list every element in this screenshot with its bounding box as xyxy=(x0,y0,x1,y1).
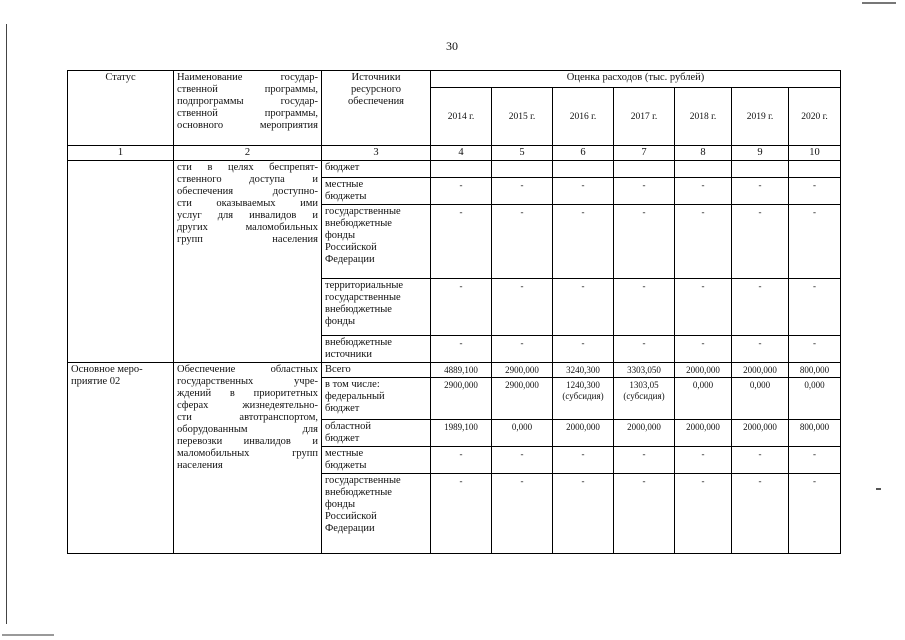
value-text: 2000,000 xyxy=(743,422,777,432)
header-estimate: Оценка расходов (тыс. рублей) xyxy=(431,71,841,88)
value-cell xyxy=(492,336,553,363)
value-cell xyxy=(431,474,492,554)
header-row-1 xyxy=(68,71,841,88)
program-name-cell: сти в целях беспрепят- ственного доступа и обеспечения доступно- сти оказываемых ими услуг для инвалидов и других маломобильных групп населения xyxy=(174,161,322,363)
status-cell xyxy=(68,161,174,363)
header-year: 2016 г. xyxy=(553,88,614,146)
value-cell xyxy=(675,161,732,178)
value-cell xyxy=(675,363,732,378)
value-text: 800,000 xyxy=(799,365,830,375)
value-text: - xyxy=(459,180,463,190)
value-text: - xyxy=(581,281,585,291)
value-cell xyxy=(553,378,614,420)
value-cell xyxy=(675,474,732,554)
value-text: - xyxy=(520,180,524,190)
header-year: 2017 г. xyxy=(614,88,675,146)
source-cell: государственные внебюджетные фонды Российской Федерации xyxy=(322,205,431,279)
value-text: - xyxy=(813,449,816,459)
value-cell xyxy=(431,279,492,336)
value-text: - xyxy=(459,449,463,459)
scan-edge-left xyxy=(6,24,7,624)
value-text: 2900,000 xyxy=(444,380,478,390)
value-cell xyxy=(789,420,841,447)
value-text: - xyxy=(581,180,585,190)
column-number: 7 xyxy=(614,146,675,161)
value-cell xyxy=(732,205,789,279)
value-text: - xyxy=(642,180,646,190)
value-text: - xyxy=(813,476,816,486)
header-name: Наименование государ- ственной программы, подпрограммы государ- ственной программы, основного мероприятия xyxy=(174,71,322,146)
value-cell xyxy=(732,336,789,363)
header-status: Статус xyxy=(68,71,174,146)
value-cell xyxy=(732,447,789,474)
value-cell xyxy=(614,420,675,447)
value-cell xyxy=(431,161,492,178)
value-note: (субсидия) xyxy=(562,391,604,401)
value-text: 2000,000 xyxy=(566,422,600,432)
value-text: 800,000 xyxy=(799,422,830,432)
value-cell xyxy=(431,178,492,205)
source-cell: областной бюджет xyxy=(322,420,431,447)
value-text: 0,000 xyxy=(749,380,771,390)
value-cell xyxy=(614,279,675,336)
source-cell: местные бюджеты xyxy=(322,178,431,205)
column-number: 2 xyxy=(174,146,322,161)
value-cell xyxy=(431,205,492,279)
value-text: - xyxy=(758,476,762,486)
value-text: - xyxy=(758,449,762,459)
source-cell: Всего xyxy=(322,363,431,378)
value-cell xyxy=(431,378,492,420)
value-text: 1989,100 xyxy=(444,422,478,432)
value-text: 2900,000 xyxy=(505,365,539,375)
column-number: 1 xyxy=(68,146,174,161)
value-cell xyxy=(614,178,675,205)
value-text: - xyxy=(581,449,585,459)
value-cell xyxy=(789,447,841,474)
table-row xyxy=(68,161,841,178)
value-text: - xyxy=(520,207,524,217)
column-number: 4 xyxy=(431,146,492,161)
value-cell xyxy=(492,178,553,205)
value-cell xyxy=(431,420,492,447)
value-cell xyxy=(789,474,841,554)
value-cell xyxy=(789,205,841,279)
column-number: 5 xyxy=(492,146,553,161)
page-number: 30 xyxy=(446,39,458,53)
scan-speck xyxy=(876,488,881,490)
value-text: 1303,05 xyxy=(629,380,659,390)
value-text: - xyxy=(758,180,762,190)
value-cell xyxy=(492,279,553,336)
source-cell: территориальные государственные внебюджетные фонды xyxy=(322,279,431,336)
value-cell xyxy=(553,447,614,474)
value-cell xyxy=(789,336,841,363)
column-number: 3 xyxy=(322,146,431,161)
value-text: 2000,000 xyxy=(686,422,720,432)
value-cell xyxy=(789,279,841,336)
value-text: - xyxy=(459,338,463,348)
header-sources: Источники ресурсного обеспечения xyxy=(322,71,431,146)
scan-mark-top-right xyxy=(862,2,896,4)
value-cell xyxy=(553,205,614,279)
value-cell xyxy=(553,161,614,178)
column-number: 10 xyxy=(789,146,841,161)
status-cell: Основное меро- приятие 02 xyxy=(68,363,174,554)
value-text: - xyxy=(813,207,816,217)
value-text: - xyxy=(459,207,463,217)
value-cell xyxy=(431,336,492,363)
value-cell xyxy=(732,363,789,378)
value-cell xyxy=(675,447,732,474)
value-text: - xyxy=(813,281,816,291)
value-text: - xyxy=(520,338,524,348)
value-cell xyxy=(789,178,841,205)
value-text: 2000,000 xyxy=(686,365,720,375)
column-number: 8 xyxy=(675,146,732,161)
header-year: 2015 г. xyxy=(492,88,553,146)
value-text: - xyxy=(758,281,762,291)
value-text: - xyxy=(642,281,646,291)
value-cell xyxy=(431,447,492,474)
value-cell xyxy=(553,420,614,447)
value-text: 4889,100 xyxy=(444,365,478,375)
column-numbers-row xyxy=(68,146,841,161)
value-cell xyxy=(675,205,732,279)
value-cell xyxy=(789,363,841,378)
value-cell xyxy=(614,161,675,178)
value-cell xyxy=(675,378,732,420)
value-text: - xyxy=(459,476,463,486)
value-text: 2000,000 xyxy=(743,365,777,375)
value-text: - xyxy=(701,338,705,348)
program-name-cell: Обеспечение областных государственных учре- ждений в приоритетных сферах жизнедеятельно- сти автотранспортом, оборудованным для перевозки инвалидов и маломобильных групп населения xyxy=(174,363,322,554)
value-text: - xyxy=(701,476,705,486)
header-year: 2019 г. xyxy=(732,88,789,146)
value-text: - xyxy=(581,207,585,217)
value-cell xyxy=(492,161,553,178)
source-cell: внебюджетные источники xyxy=(322,336,431,363)
value-text: - xyxy=(701,449,705,459)
value-text: - xyxy=(813,180,816,190)
value-cell xyxy=(614,474,675,554)
table-row xyxy=(68,363,841,378)
budget-table xyxy=(67,70,841,554)
column-number: 9 xyxy=(732,146,789,161)
value-cell xyxy=(732,279,789,336)
source-cell: бюджет xyxy=(322,161,431,178)
value-cell xyxy=(675,178,732,205)
value-cell xyxy=(675,279,732,336)
value-cell xyxy=(614,205,675,279)
value-text: - xyxy=(642,338,646,348)
value-note: (субсидия) xyxy=(623,391,665,401)
value-cell xyxy=(492,447,553,474)
value-text: - xyxy=(758,338,762,348)
value-text: 0,000 xyxy=(511,422,533,432)
value-cell xyxy=(553,336,614,363)
source-cell: местные бюджеты xyxy=(322,447,431,474)
value-text: - xyxy=(581,476,585,486)
value-text: - xyxy=(642,207,646,217)
value-text: - xyxy=(701,207,705,217)
value-cell xyxy=(732,161,789,178)
value-text: 2900,000 xyxy=(505,380,539,390)
value-cell xyxy=(492,205,553,279)
value-text: - xyxy=(459,281,463,291)
value-cell xyxy=(732,420,789,447)
value-cell xyxy=(614,363,675,378)
value-text: - xyxy=(813,338,816,348)
value-text: - xyxy=(520,281,524,291)
value-cell xyxy=(492,363,553,378)
value-cell xyxy=(614,336,675,363)
value-cell xyxy=(553,474,614,554)
value-text: 3303,050 xyxy=(627,365,661,375)
value-text: - xyxy=(642,476,646,486)
header-year: 2018 г. xyxy=(675,88,732,146)
value-cell xyxy=(553,178,614,205)
value-cell xyxy=(732,378,789,420)
value-cell xyxy=(732,474,789,554)
value-text: - xyxy=(758,207,762,217)
value-cell xyxy=(492,420,553,447)
value-text: 3240,300 xyxy=(566,365,600,375)
value-cell xyxy=(553,279,614,336)
value-text: - xyxy=(701,180,705,190)
value-cell xyxy=(492,474,553,554)
value-cell xyxy=(675,336,732,363)
value-cell xyxy=(675,420,732,447)
source-cell: в том числе: федеральный бюджет xyxy=(322,378,431,420)
value-cell xyxy=(732,178,789,205)
value-cell xyxy=(614,378,675,420)
value-text: 0,000 xyxy=(804,380,825,390)
value-cell xyxy=(553,363,614,378)
value-cell xyxy=(789,161,841,178)
value-text: 1240,300 xyxy=(566,380,600,390)
value-cell xyxy=(431,363,492,378)
column-number: 6 xyxy=(553,146,614,161)
value-text: - xyxy=(520,449,524,459)
value-cell xyxy=(492,378,553,420)
value-text: - xyxy=(701,281,705,291)
value-text: - xyxy=(642,449,646,459)
value-text: - xyxy=(581,338,585,348)
header-year: 2020 г. xyxy=(789,88,841,146)
scan-mark-bottom-left xyxy=(2,634,54,636)
value-cell xyxy=(789,378,841,420)
value-text: 2000,000 xyxy=(627,422,661,432)
source-cell: государственные внебюджетные фонды Российской Федерации xyxy=(322,474,431,554)
header-year: 2014 г. xyxy=(431,88,492,146)
value-cell xyxy=(614,447,675,474)
value-text: - xyxy=(520,476,524,486)
value-text: 0,000 xyxy=(692,380,714,390)
